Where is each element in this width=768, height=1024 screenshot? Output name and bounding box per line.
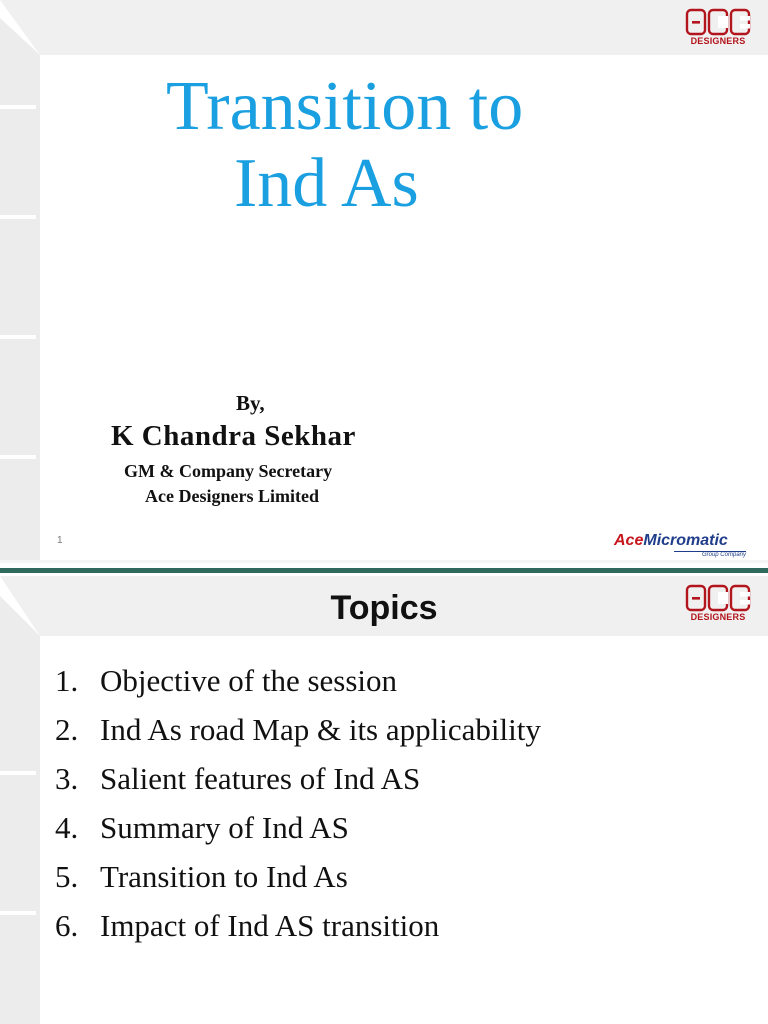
list-item-text: Ind As road Map & its applicability	[100, 712, 541, 747]
list-item	[55, 803, 541, 852]
author-company: Ace Designers Limited	[145, 486, 319, 506]
list-item-number: 6.	[55, 908, 79, 943]
group-logo-part2: Micromatic	[643, 532, 728, 549]
list-item-text: Summary of Ind AS	[100, 810, 349, 845]
ace-micromatic-logo	[614, 532, 746, 559]
list-item-text: Salient features of Ind AS	[100, 761, 421, 796]
logo-text: DESIGNERS	[690, 36, 746, 46]
list-item	[55, 656, 541, 705]
group-logo-part1: Ace	[614, 532, 644, 549]
list-item	[55, 852, 541, 901]
list-item-number: 1.	[55, 663, 79, 698]
list-item	[55, 901, 541, 950]
group-logo-tagline: Group Company	[674, 551, 746, 559]
ace-designers-logo	[685, 8, 751, 46]
page-number: 1	[57, 535, 63, 546]
list-item-text: Impact of Ind AS transition	[100, 908, 440, 943]
slide-separator	[0, 568, 768, 573]
author-name: K Chandra Sekhar	[111, 420, 356, 452]
list-item	[55, 705, 541, 754]
author-role: GM & Company Secretary	[124, 461, 333, 481]
slide-title-line1: Transition to	[166, 68, 524, 145]
list-item-number: 3.	[55, 761, 79, 796]
list-item	[55, 754, 541, 803]
list-item-number: 2.	[55, 712, 79, 747]
list-item-number: 4.	[55, 810, 79, 845]
topic-list	[55, 656, 541, 950]
logo-text: DESIGNERS	[690, 612, 746, 622]
topics-title: Topics	[330, 589, 438, 627]
by-label: By,	[236, 391, 265, 415]
slide-title-line2: Ind As	[234, 145, 419, 222]
list-item-number: 5.	[55, 859, 79, 894]
list-item-text: Objective of the session	[100, 663, 398, 698]
topics-slide	[0, 576, 768, 1024]
list-item-text: Transition to Ind As	[100, 859, 348, 894]
